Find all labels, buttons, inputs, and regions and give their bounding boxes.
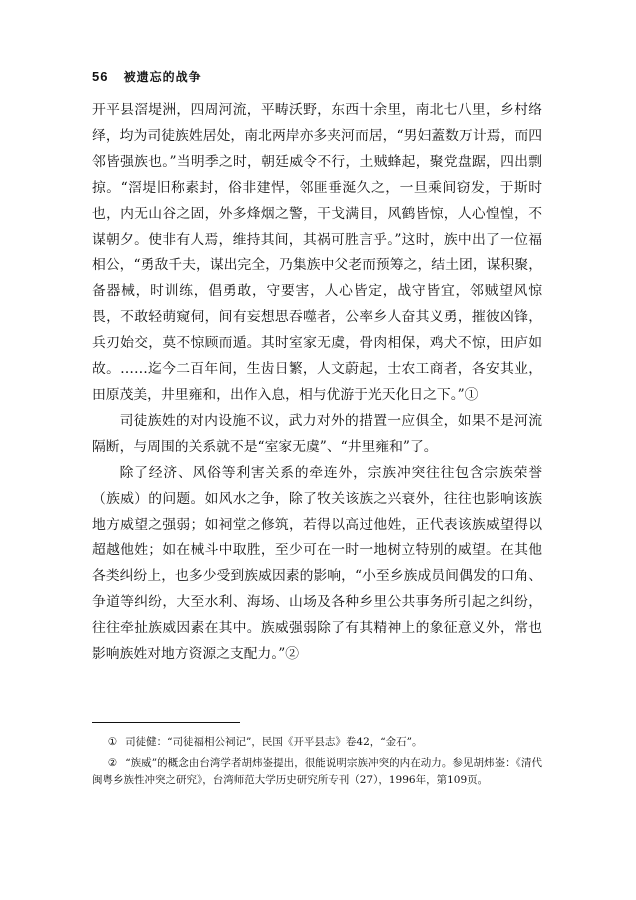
footnote-mark: ② <box>107 757 118 769</box>
footnote-divider <box>92 722 240 723</box>
paragraph-3: 除了经济、风俗等利害关系的牵连外，宗族冲突往往包含宗族荣誉（族威）的问题。如风水之争，除了牧关该族之兴衰外，往往也影响该族地方威望之强弱；如祠堂之修筑，若得以高过他姓，正代表该族威望得以超越他姓；如在械斗中取胜，至少可在一时一地树立特别的威望。在其他各类纠纷上，也多少受到族威因素的影响，“小至乡族成员间偶发的口角、争道等纠纷，大至水利、海场、山场及各种乡里公共事务所引起之纠纷，往往牵扯族威因素在其中。族威强弱除了有其精神上的象征意义外，常也影响族姓对地方资源之支配力。”② <box>92 464 542 663</box>
paragraph-2: 司徒族姓的对内设施不议，武力对外的措置一应俱全，如果不是河流隔断，与周围的关系就不是“室家无虞”、“井里雍和”了。 <box>92 412 542 455</box>
paragraph-1: 开平县滘堤洲，四周河流，平畴沃野，东西十余里，南北七八里，乡村络绎，均为司徒族姓居处，南北两岸亦多夹河而居，“男妇蓋数万计焉，而四邻皆强族也。”当明季之时，朝廷威令不行，土贼蜂起，聚党盘踞，四出剽掠。“滘堤旧称素封，俗非建悍，邻匪垂涎久之，一旦乘间窃发，于斯时也，内无山谷之固，外多烽烟之警，干戈满目，风鹤皆惊，人心惶惶，不谋朝夕。使非有人焉，维持其间，其祸可胜言乎。”这时，族中出了一位福相公，“勇敌千夫，谋出完全，乃集族中父老而预筹之，结土团，谋积聚，备器械，时训练，倡勇敢，守要害，人心皆定，战守皆宜，邻贼望风惊畏，不敢轻萌窥伺，间有妄想思吞噬者，公率乡人奋其义勇，摧彼凶锋，兵刃始交，莫不惊顾而遁。其时室家无虞，骨肉相保，鸡犬不惊，田庐如故。……迄今二百年间，生齿日繁，人文蔚起，士农工商者，各安其业，田原茂美，井里雍和，出作入息，相与优游于光天化日之下。”① <box>92 102 542 403</box>
footnote-mark: ① <box>107 736 118 748</box>
page-number: 56 <box>92 69 109 84</box>
book-title: 被遗忘的战争 <box>123 70 202 84</box>
footnote-1 <box>92 734 542 751</box>
footnote-text: “族威”的概念由台湾学者胡炜崟提出，很能说明宗族冲突的内在动力。参见胡炜崟：《清代闽粤乡族性冲突之研究》，台湾师范大学历史研究所专刊（27），1996年，第109页。 <box>92 757 543 786</box>
footnotes <box>92 734 542 793</box>
running-header <box>92 68 202 85</box>
footnote-text: 司徒健：“司徒福相公祠记”，民国《开平县志》卷42，“金石”。 <box>125 736 423 748</box>
footnote-2 <box>92 755 542 789</box>
main-text <box>92 98 542 668</box>
